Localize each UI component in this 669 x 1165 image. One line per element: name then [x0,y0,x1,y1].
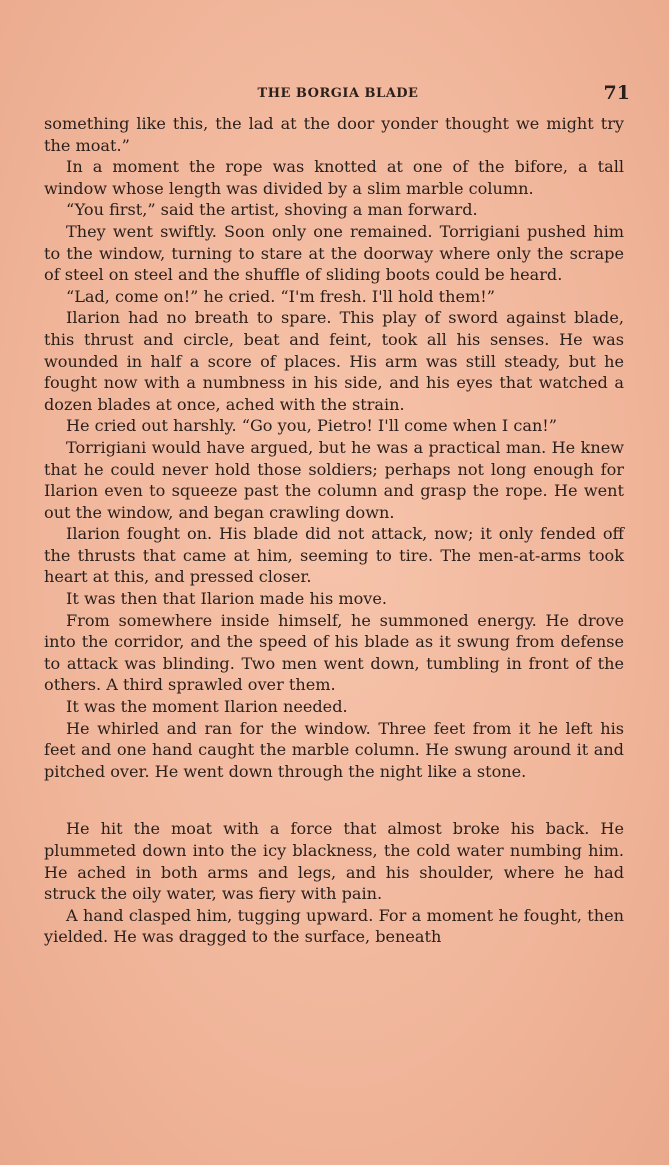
paragraph: “Lad, come on!” he cried. “I'm fresh. I'll hold them!” [66,286,495,306]
running-header [46,82,630,110]
paragraph: Ilarion had no breath to spare. This play of sword against blade, this thrust and circle, beat and feint, took all his senses. He was wounded in half a score of places. His arm was still steady, but he fought now with a numbness in his side, and his eyes that watched a dozen blades at once, ached with the strain. [44,308,624,414]
paragraph: “You first,” said the artist, shoving a man forward. [66,200,478,220]
paragraph: He hit the moat with a force that almost broke his back. He plummeted down into the icy blackness, the cold water numbing him. He ached in both arms and legs, and his shoulder, where he had struck the oily water, was fiery with pain. [44,819,624,904]
paragraph: A hand clasped him, tugging upward. For a moment he fought, then yielded. He was dragged to the surface, beneath [44,905,624,947]
paragraph: In a moment the rope was knotted at one of the bifore, a tall window whose length was divided by a slim marble column. [44,157,624,198]
paragraph: From somewhere inside himself, he summoned energy. He drove into the corridor, and the speed of his blade as it swung from defense to attack was blinding. Two men went down, tumbling in front of the others. A third sprawled over them. [44,610,624,695]
body-text [44,113,624,948]
paragraph: He whirled and ran for the window. Three feet from it he left his feet and one hand caught the marble column. He swung around it and pitched over. He went down through the night like a stone. [44,718,624,781]
paragraph: It was the moment Ilarion needed. [66,697,348,717]
page-number: 71 [603,82,630,104]
paragraph: He cried out harshly. “Go you, Pietro! I'll come when I can!” [66,416,557,436]
paragraph: something like this, the lad at the door yonder thought we might try the moat.” [44,114,624,155]
paragraph: Torrigiani would have argued, but he was a practical man. He knew that he could never hold those soldiers; perhaps not long enough for Ilarion even to squeeze past the column and grasp the rope. He went out the window, and began crawling down. [44,437,624,522]
paragraph: Ilarion fought on. His blade did not attack, now; it only fended off the thrusts that came at him, seeming to tire. The men-at-arms took heart at this, and pressed closer. [44,524,624,587]
section-break [44,782,624,818]
running-title: THE BORGIA BLADE [257,86,419,101]
paragraph: It was then that Ilarion made his move. [66,589,388,609]
paragraph: They went swiftly. Soon only one remained. Torrigiani pushed him to the window, turning to stare at the doorway where only the scrape of steel on steel and the shuffle of sliding boots could be heard. [44,221,624,285]
